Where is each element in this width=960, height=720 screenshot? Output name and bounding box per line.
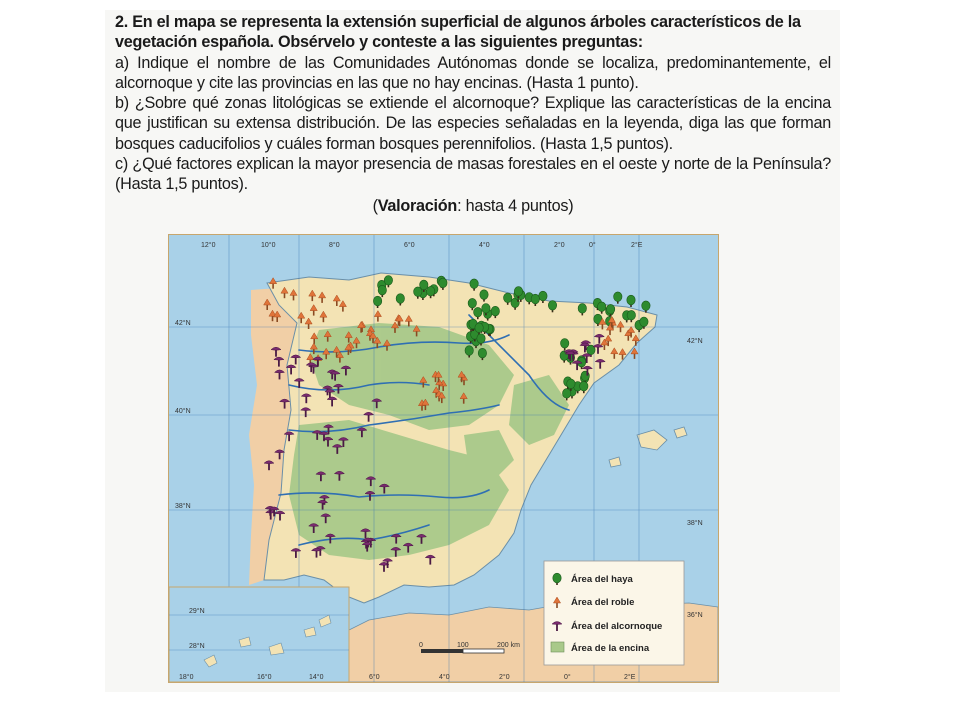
canary-lat-label-28: 28°N <box>189 643 205 650</box>
question-item-c: c) ¿Qué factores explican la mayor presencia de masas forestales en el oeste y norte de la Península? (Hasta 1,5 puntos). <box>115 155 831 194</box>
top-degree-8w: 8°0 <box>329 242 340 249</box>
top-degree-12w: 12°0 <box>201 242 216 249</box>
legend-label-roble: Área del roble <box>571 597 635 608</box>
left-lat-42n: 42°N <box>175 320 191 327</box>
legend-label-encina: Área de la encina <box>571 643 650 654</box>
scale-tick-0: 0 <box>419 642 423 649</box>
bottom-degree-2e: 2°E <box>624 674 636 681</box>
question-item-a: a) Indique el nombre de las Comunidades Autónomas donde se localiza, predominantemente, el alcornoque y cite las provincias en las que no hay encinas. (Hasta 1 punto). <box>115 53 831 92</box>
right-lat-38n: 38°N <box>687 520 703 527</box>
vegetation-map <box>168 234 719 683</box>
question-block <box>115 12 831 216</box>
left-lat-38n: 38°N <box>175 503 191 510</box>
right-lat-36n: 36°N <box>687 612 703 619</box>
bottom-degree-14w: 14°0 <box>309 674 324 681</box>
valoracion-line: (Valoración: hasta 4 puntos) <box>372 196 574 215</box>
left-lat-40n: 40°N <box>175 408 191 415</box>
question-title-line-1: 2. En el mapa se representa la extensión superficial de algunos árboles característicos de la <box>115 13 801 31</box>
bottom-degree-2w: 2°0 <box>499 674 510 681</box>
holm-oak-area-swatch <box>551 642 564 652</box>
question-item-b: b) ¿Sobre qué zonas litológicas se extiende el alcornoque? Explique las características de la encina que justifican su extensa distribución. De las especies señaladas en la leyenda, diga las que forman bosques caducifolios y cuáles forman bosques perennifolios. (Hasta 1,5 puntos). <box>115 94 831 153</box>
top-degree-10w: 10°0 <box>261 242 276 249</box>
canary-lat-label-29: 29°N <box>189 608 205 615</box>
right-lat-42n: 42°N <box>687 338 703 345</box>
scale-tick-200: 200 km <box>497 642 520 649</box>
exam-page <box>105 10 840 692</box>
top-degree-2e: 2°E <box>631 242 643 249</box>
canary-islands-inset <box>169 587 349 682</box>
map-legend <box>544 561 684 665</box>
bottom-degree-16w: 16°0 <box>257 674 272 681</box>
top-degree-4w: 4°0 <box>479 242 490 249</box>
top-degree-6w: 6°0 <box>404 242 415 249</box>
scale-tick-100: 100 <box>457 642 469 649</box>
bottom-degree-0: 0° <box>564 674 571 681</box>
bottom-degree-4w: 4°0 <box>439 674 450 681</box>
legend-label-haya: Área del haya <box>571 574 633 585</box>
question-title-line-2: vegetación española. Obsérvelo y conteste a las siguientes preguntas: <box>115 33 643 52</box>
legend-label-alcornoque: Área del alcornoque <box>571 621 663 632</box>
bottom-degree-6w: 6°0 <box>369 674 380 681</box>
valoracion-text: : hasta 4 puntos) <box>457 196 574 215</box>
top-degree-0: 0° <box>589 242 596 249</box>
top-degree-2w: 2°0 <box>554 242 565 249</box>
bottom-degree-18w: 18°0 <box>179 674 194 681</box>
valoracion-label: Valoración <box>377 196 458 215</box>
